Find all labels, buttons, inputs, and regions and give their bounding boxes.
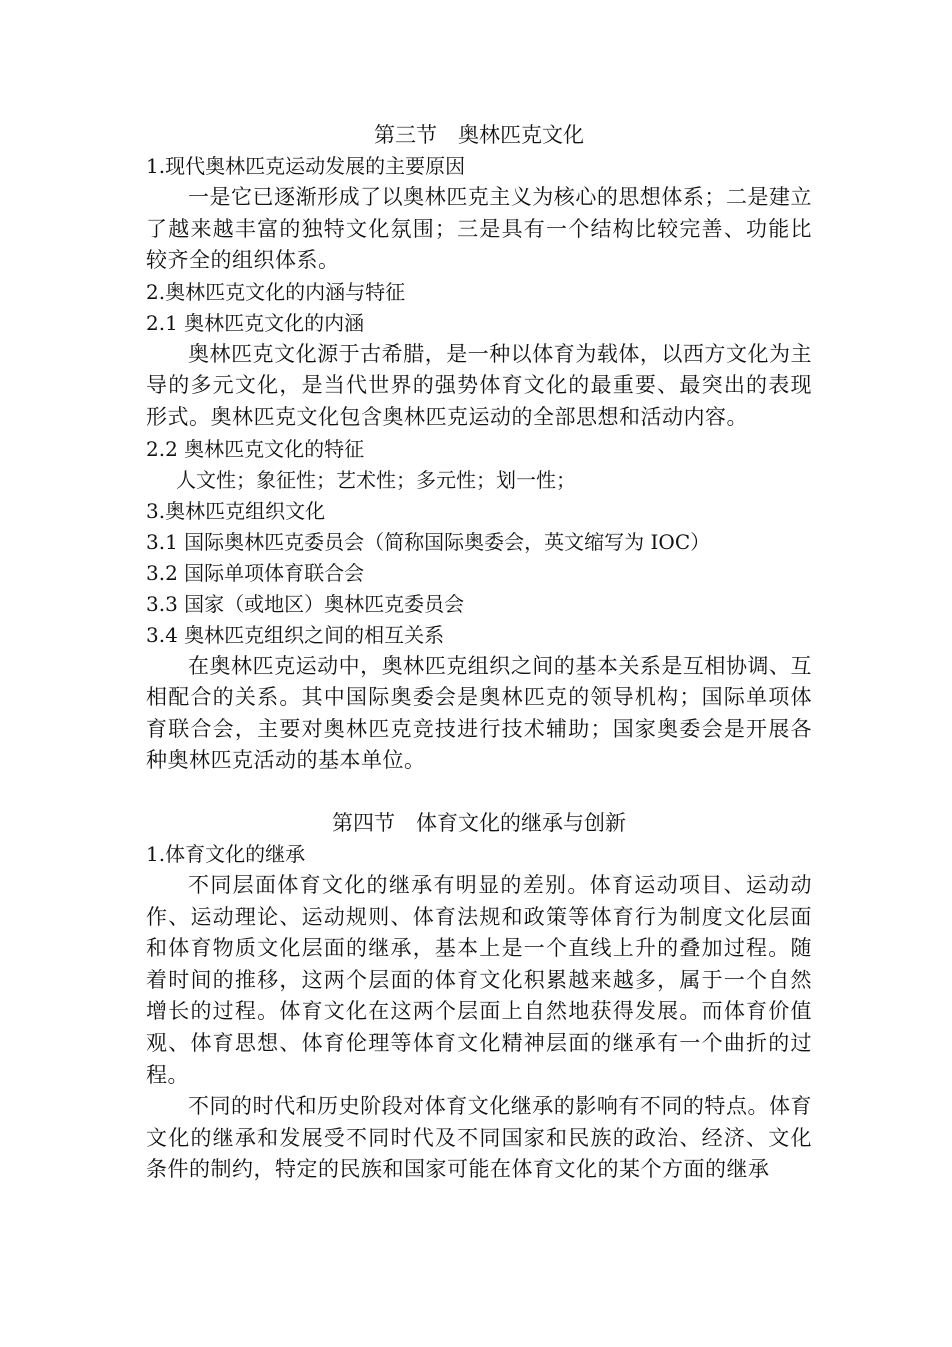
document-page bbox=[146, 120, 812, 1186]
section3-subheading-2-2: 2.2 奥林匹克文化的特征 bbox=[146, 436, 365, 461]
section4-paragraph-2: 不同的时代和历史阶段对体育文化继承的影响有不同的特点。体育文化的继承和发展受不同时代及不同国家和民族的政治、经济、文化条件的制约，特定的民族和国家可能在体育文化的某个方面的继承 bbox=[146, 1094, 812, 1182]
section4-paragraph-1: 不同层面体育文化的继承有明显的差别。体育运动项目、运动动作、运动理论、运动规则、体育法规和政策等体育行为制度文化层面和体育物质文化层面的继承，基本上是一个直线上升的叠加过程。随着时间的推移，这两个层面的体育文化积累越来越多，属于一个自然增长的过程。体育文化在这两个层面上自然地获得发展。而体育价值观、体育思想、体育伦理等体育文化精神层面的继承有一个曲折的过程。 bbox=[146, 872, 812, 1087]
section3-subheading-2-1: 2.1 奥林匹克文化的内涵 bbox=[146, 310, 365, 335]
section3-heading-3 bbox=[146, 496, 812, 527]
section3-subheading-3-4: 3.4 奥林匹克组织之间的相互关系 bbox=[146, 622, 445, 647]
heading-number: 3. bbox=[146, 498, 166, 523]
heading-text: 奥林匹克文化的内涵与特征 bbox=[165, 279, 406, 304]
section3-paragraph-2: 奥林匹克文化源于古希腊，是一种以体育为载体，以西方文化为主导的多元文化，是当代世界的强势体育文化的最重要、最突出的表现形式。奥林匹克文化包含奥林匹克运动的全部思想和活动内容。 bbox=[146, 341, 812, 429]
heading-text: 现代奥林匹克运动发展的主要原因 bbox=[165, 154, 466, 178]
section3-paragraph-3: 在奥林匹克运动中，奥林匹克组织之间的基本关系是互相协调、互相配合的关系。其中国际奥委会是奥林匹克的领导机构；国际单项体育联合会，主要对奥林匹克竞技进行技术辅助；国家奥委会是开展各种奥林匹克活动的基本单位。 bbox=[146, 653, 812, 773]
heading-number: 1. bbox=[146, 841, 166, 866]
heading-number: 1. bbox=[146, 154, 166, 178]
section3-subheading-3-2: 3.2 国际单项体育联合会 bbox=[146, 560, 365, 585]
section3-heading-1 bbox=[146, 151, 812, 182]
section3-heading-2 bbox=[146, 277, 812, 308]
section3-features: 人文性；象征性；艺术性；多元性；划一性； bbox=[176, 467, 576, 492]
section3-title: 第三节 奥林匹克文化 bbox=[374, 123, 584, 147]
heading-text: 体育文化的继承 bbox=[165, 841, 306, 866]
heading-number: 2. bbox=[146, 279, 166, 304]
section3-subheading-3-1: 3.1 国际奥林匹克委员会（简称国际奥委会，英文缩写为 IOC） bbox=[146, 529, 711, 554]
section4-title: 第四节 体育文化的继承与创新 bbox=[332, 810, 626, 835]
heading-text: 奥林匹克组织文化 bbox=[165, 498, 326, 523]
section4-heading-1 bbox=[146, 839, 812, 870]
section3-subheading-3-3: 3.3 国家（或地区）奥林匹克委员会 bbox=[146, 591, 465, 616]
section3-paragraph-1: 一是它已逐渐形成了以奥林匹克主义为核心的思想体系；二是建立了越来越丰富的独特文化氛围；三是具有一个结构比较完善、功能比较齐全的组织体系。 bbox=[146, 185, 812, 273]
